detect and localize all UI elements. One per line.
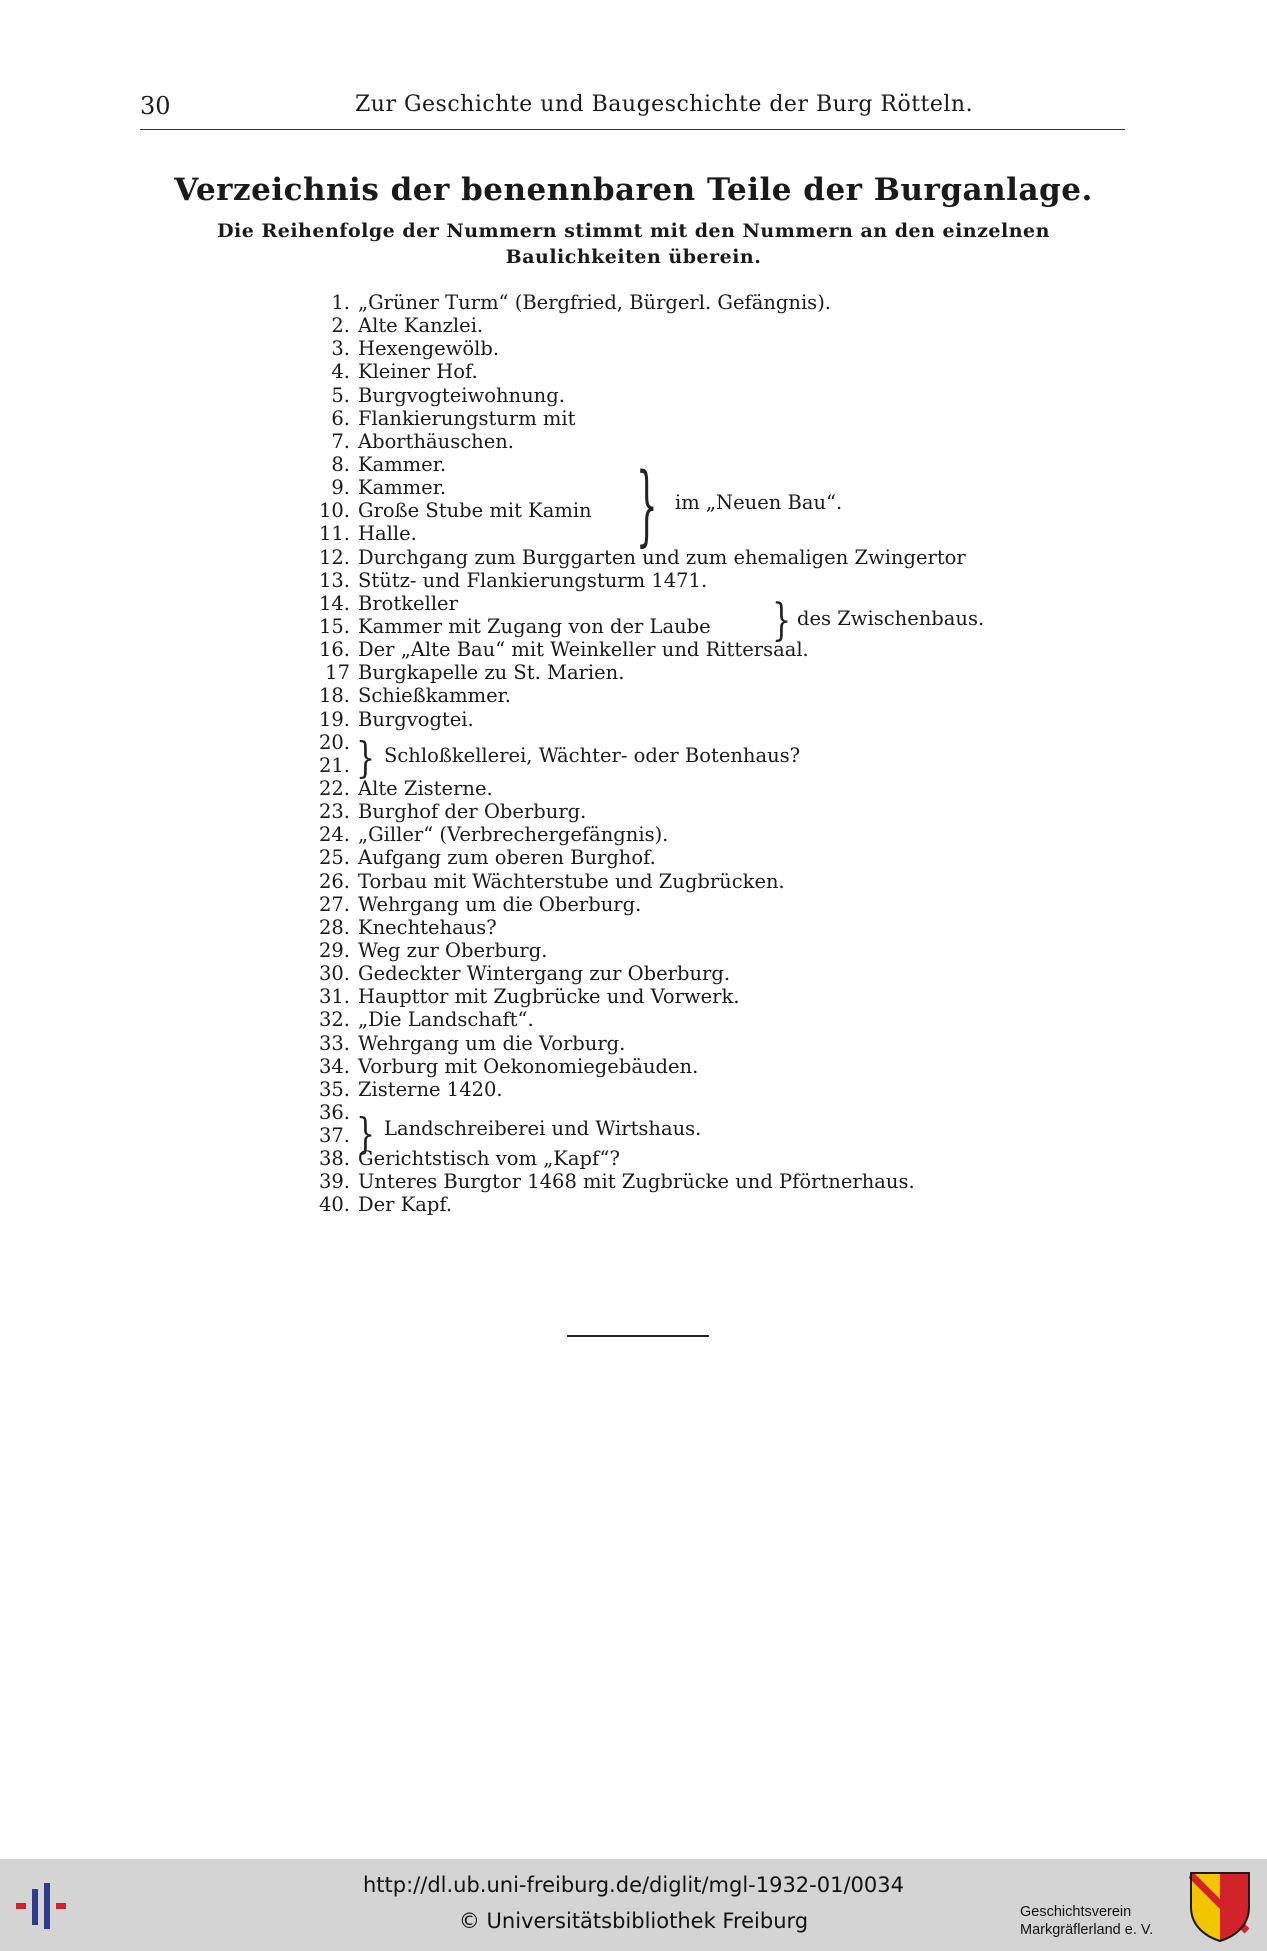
item-text: Knechtehaus? bbox=[358, 915, 497, 939]
item-text: Unteres Burgtor 1468 mit Zugbrücke und Pförtnerhaus. bbox=[358, 1170, 915, 1194]
item-number: 13. bbox=[318, 568, 350, 592]
item-number: 29. bbox=[318, 938, 350, 962]
group-note-zwischenbau: des Zwischenbaus. bbox=[797, 607, 985, 630]
item-number: 28. bbox=[318, 915, 350, 939]
item-number: 20. bbox=[318, 730, 350, 754]
end-rule bbox=[567, 1335, 709, 1337]
item-number: 35. bbox=[318, 1077, 350, 1101]
item-number: 16. bbox=[318, 638, 350, 662]
item-number: 21. bbox=[318, 753, 350, 777]
item-text: Schießkammer. bbox=[358, 684, 511, 708]
list-item bbox=[300, 499, 966, 522]
item-number: 2. bbox=[331, 314, 350, 338]
item-text: Burgvogteiwohnung. bbox=[358, 383, 565, 407]
item-number: 12. bbox=[318, 545, 350, 569]
item-text: Flankierungsturm mit bbox=[358, 406, 576, 430]
item-text: Aborthäuschen. bbox=[358, 429, 514, 453]
list-item bbox=[300, 1008, 966, 1031]
item-number: 33. bbox=[318, 1031, 350, 1055]
item-number: 10. bbox=[318, 499, 350, 523]
item-text: Kammer. bbox=[358, 476, 447, 500]
item-number: 8. bbox=[331, 452, 350, 476]
item-text: Wehrgang um die Vorburg. bbox=[358, 1031, 626, 1055]
item-number: 37. bbox=[318, 1124, 350, 1148]
list-item bbox=[300, 800, 966, 823]
item-text: Vorburg mit Oekonomiegebäuden. bbox=[358, 1054, 699, 1078]
list-item bbox=[300, 476, 966, 499]
item-number: 22. bbox=[318, 776, 350, 800]
item-number: 14. bbox=[318, 591, 350, 615]
list-item bbox=[300, 916, 966, 939]
item-number: 24. bbox=[318, 823, 350, 847]
list-item bbox=[300, 569, 966, 592]
list-item bbox=[300, 1170, 966, 1193]
list-item bbox=[300, 1147, 966, 1170]
item-number: 26. bbox=[318, 869, 350, 893]
list-subtitle-line1: Die Reihenfolge der Nummern stimmt mit den Nummern an den einzelnen bbox=[217, 220, 1050, 242]
list-item bbox=[300, 291, 966, 314]
item-text: „Grüner Turm“ (Bergfried, Bürgerl. Gefängnis). bbox=[358, 291, 831, 314]
list-item bbox=[300, 870, 966, 893]
item-number: 17 bbox=[325, 661, 350, 685]
item-number: 19. bbox=[318, 707, 350, 731]
coat-of-arms-icon bbox=[1189, 1871, 1251, 1943]
brace-schlosskellerei: } bbox=[356, 734, 376, 783]
item-text: Gedeckter Wintergang zur Oberburg. bbox=[358, 962, 731, 986]
list-item bbox=[300, 384, 966, 407]
group-note-schlosskellerei: Schloßkellerei, Wächter- oder Botenhaus? bbox=[384, 744, 801, 767]
item-number: 23. bbox=[318, 800, 350, 824]
page-number: 30 bbox=[140, 92, 171, 120]
item-number: 3. bbox=[331, 337, 350, 361]
running-title: Zur Geschichte und Baugeschichte der Burg Rötteln. bbox=[355, 92, 974, 117]
item-number: 40. bbox=[318, 1193, 350, 1217]
item-text: Wehrgang um die Oberburg. bbox=[358, 892, 642, 916]
list-item bbox=[300, 337, 966, 360]
society-name-line1: Geschichtsverein bbox=[1020, 1904, 1132, 1920]
list-item bbox=[300, 430, 966, 453]
item-text: Kleiner Hof. bbox=[358, 360, 478, 384]
brace-neuer-bau: } bbox=[636, 456, 658, 558]
list-subtitle-line2: Baulichkeiten überein. bbox=[505, 246, 762, 268]
group-note-landschreiberei: Landschreiberei und Wirtshaus. bbox=[384, 1117, 702, 1140]
header-rule bbox=[140, 129, 1125, 130]
item-number: 5. bbox=[331, 383, 350, 407]
list-item bbox=[300, 638, 966, 661]
list-title: Verzeichnis der benennbaren Teile der Burganlage. bbox=[174, 172, 1093, 208]
item-number: 38. bbox=[318, 1147, 350, 1171]
page-header bbox=[140, 92, 1125, 126]
item-text: Aufgang zum oberen Burghof. bbox=[358, 846, 656, 870]
brace-landschreiberei: } bbox=[356, 1110, 376, 1159]
item-text: Weg zur Oberburg. bbox=[358, 938, 548, 962]
item-number: 36. bbox=[318, 1100, 350, 1124]
item-text: Zisterne 1420. bbox=[358, 1077, 503, 1101]
item-number: 4. bbox=[331, 360, 350, 384]
list-item bbox=[300, 546, 966, 569]
list-item bbox=[300, 1055, 966, 1078]
list-item bbox=[300, 985, 966, 1008]
item-number: 39. bbox=[318, 1170, 350, 1194]
item-number: 11. bbox=[318, 522, 350, 546]
item-text: Alte Zisterne. bbox=[358, 776, 493, 800]
item-text: Der Kapf. bbox=[358, 1193, 453, 1217]
item-number: 9. bbox=[331, 476, 350, 500]
item-number: 30. bbox=[318, 962, 350, 986]
list-item bbox=[300, 360, 966, 383]
item-text: Alte Kanzlei. bbox=[358, 314, 484, 338]
list-item bbox=[300, 453, 966, 476]
item-text: Kammer mit Zugang von der Laube bbox=[358, 614, 711, 638]
list-item bbox=[300, 661, 966, 684]
list-item bbox=[300, 846, 966, 869]
list-item bbox=[300, 684, 966, 707]
item-text: Der „Alte Bau“ mit Weinkeller und Rittersaal. bbox=[358, 638, 809, 662]
item-text: Halle. bbox=[358, 522, 417, 546]
footer-bar bbox=[0, 1859, 1267, 1951]
item-text: Haupttor mit Zugbrücke und Vorwerk. bbox=[358, 985, 740, 1009]
item-text: Burgkapelle zu St. Marien. bbox=[358, 661, 625, 685]
list-item bbox=[300, 823, 966, 846]
item-text: Burgvogtei. bbox=[358, 707, 474, 731]
item-number: 27. bbox=[318, 892, 350, 916]
list-item bbox=[300, 962, 966, 985]
item-text: Burghof der Oberburg. bbox=[358, 800, 587, 824]
list-item bbox=[300, 1032, 966, 1055]
group-note-neuer-bau: im „Neuen Bau“. bbox=[675, 491, 843, 514]
list-item bbox=[300, 407, 966, 430]
list-item bbox=[300, 939, 966, 962]
item-text: Brotkeller bbox=[358, 591, 458, 615]
item-text: Torbau mit Wächterstube und Zugbrücken. bbox=[358, 869, 785, 893]
item-number: 6. bbox=[331, 406, 350, 430]
item-number: 15. bbox=[318, 614, 350, 638]
item-text: „Giller“ (Verbrechergefängnis). bbox=[358, 823, 669, 847]
footer-copyright: © Universitätsbibliothek Freiburg bbox=[458, 1909, 809, 1933]
list-item bbox=[300, 314, 966, 337]
brace-zwischenbau: } bbox=[772, 596, 792, 647]
item-text: Große Stube mit Kamin bbox=[358, 499, 592, 523]
item-text: Hexengewölb. bbox=[358, 337, 500, 361]
list-item bbox=[300, 777, 966, 800]
item-text: Stütz- und Flankierungsturm 1471. bbox=[358, 568, 708, 592]
item-number: 34. bbox=[318, 1054, 350, 1078]
item-text: Gerichtstisch vom „Kapf“? bbox=[358, 1147, 620, 1171]
item-number: 18. bbox=[318, 684, 350, 708]
list-item bbox=[300, 522, 966, 545]
society-name-line2: Markgräflerland e. V. bbox=[1020, 1922, 1154, 1938]
list-item bbox=[300, 893, 966, 916]
item-number: 31. bbox=[318, 985, 350, 1009]
item-text: Durchgang zum Burggarten und zum ehemaligen Zwingertor bbox=[358, 545, 966, 569]
society-name bbox=[1020, 1903, 1153, 1939]
item-number: 25. bbox=[318, 846, 350, 870]
item-number: 32. bbox=[318, 1008, 350, 1032]
item-number: 7. bbox=[331, 429, 350, 453]
list-item bbox=[300, 1078, 966, 1101]
item-text: „Die Landschaft“. bbox=[358, 1008, 534, 1032]
item-number: 1. bbox=[331, 291, 350, 314]
list-item bbox=[300, 1193, 966, 1216]
item-text: Kammer. bbox=[358, 452, 447, 476]
footer-url[interactable]: http://dl.ub.uni-freiburg.de/diglit/mgl-1932-01/0034 bbox=[362, 1873, 904, 1897]
list-item bbox=[300, 708, 966, 731]
